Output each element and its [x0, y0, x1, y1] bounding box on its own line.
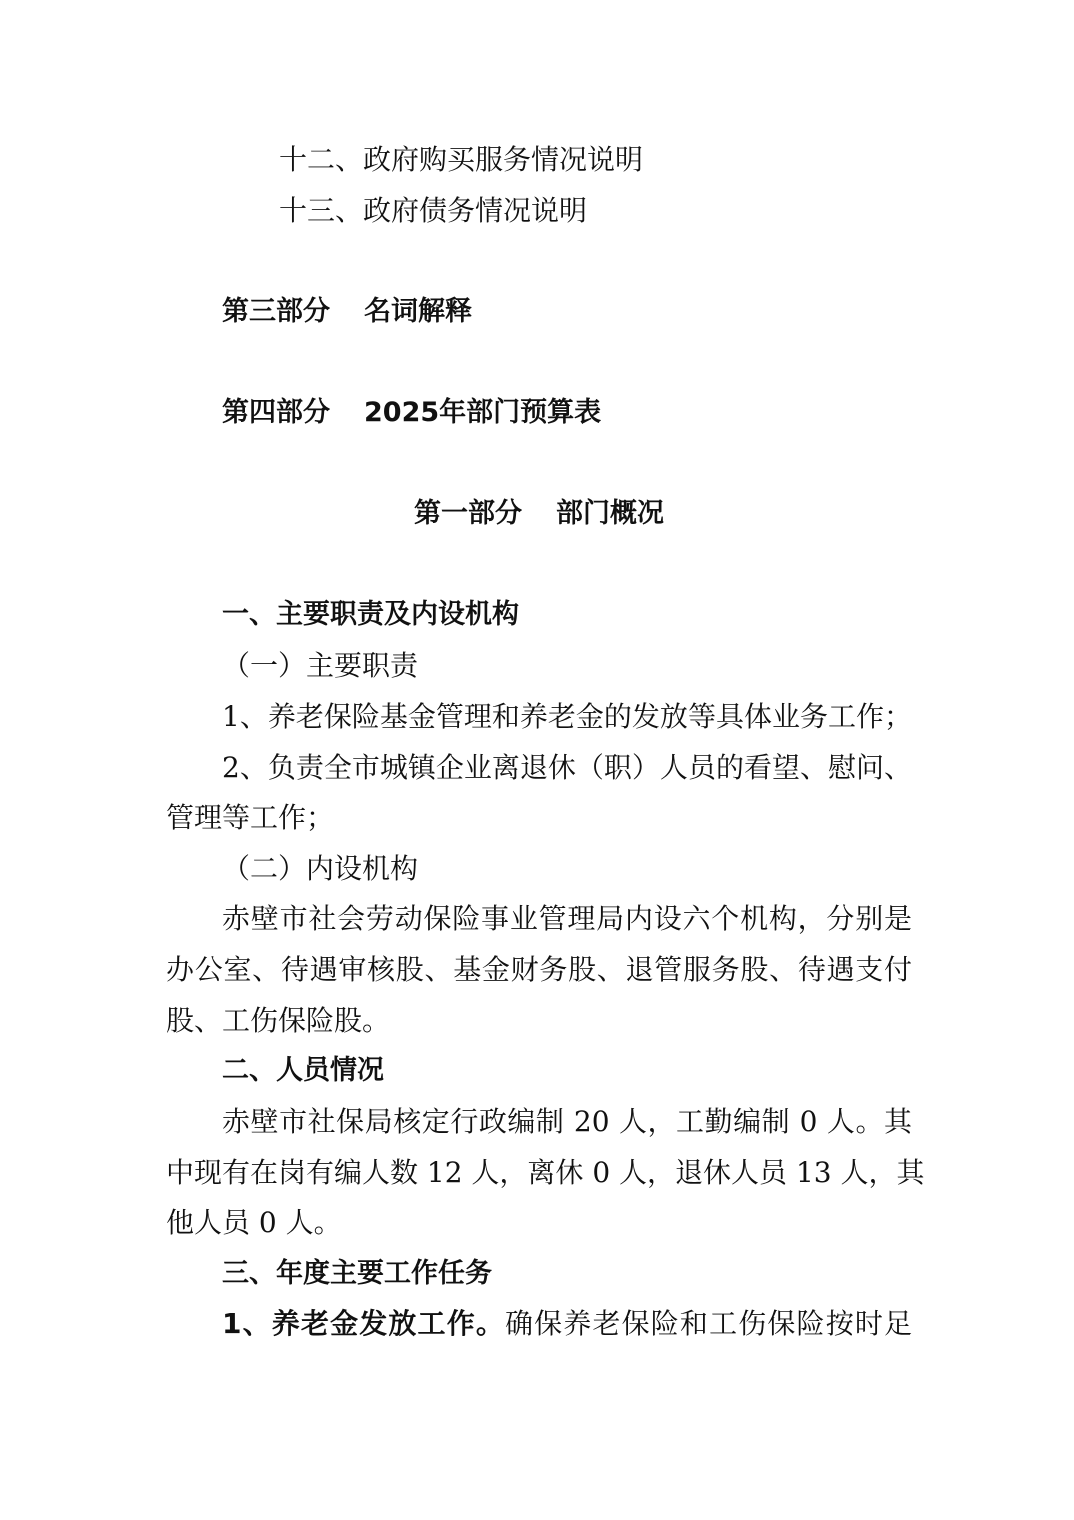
section1-sub1: （一）主要职责 [222, 649, 419, 682]
staff-line1: 赤壁市社保局核定行政编制 20 人，工勤编制 0 人。其 [222, 1105, 912, 1138]
part1-heading [166, 494, 912, 534]
section1-sub2: （二）内设机构 [222, 852, 419, 885]
org-line2: 办公室、待遇审核股、基金财务股、退管服务股、待遇支付 [166, 953, 912, 986]
org-line3: 股、工伤保险股。 [166, 1004, 391, 1037]
part1-title: 部门概况 [556, 498, 664, 529]
toc-part3-title: 名词解释 [364, 296, 472, 327]
toc-part4 [222, 393, 912, 433]
duty-2-line1: 2、负责全市城镇企业离退休（职）人员的看望、慰问、 [222, 751, 912, 784]
section3-heading: 三、年度主要工作任务 [222, 1258, 492, 1289]
part1-label: 第一部分 [414, 498, 522, 529]
org-line1: 赤壁市社会劳动保险事业管理局内设六个机构，分别是 [222, 902, 912, 935]
task-1-title: 1、养老金发放工作。 [222, 1307, 506, 1340]
section2-heading: 二、人员情况 [222, 1055, 384, 1086]
staff-line3: 他人员 0 人。 [166, 1206, 342, 1239]
task-1 [222, 1304, 912, 1344]
toc-part4-label: 第四部分 [222, 397, 330, 428]
toc-item-13: 十三、政府债务情况说明 [279, 194, 588, 227]
section1-heading: 一、主要职责及内设机构 [222, 599, 519, 630]
staff-line2: 中现有在岗有编人数 12 人，离休 0 人，退休人员 13 人，其 [166, 1156, 925, 1189]
task-1-text: 确保养老保险和工伤保险按时足 [505, 1307, 912, 1340]
duty-2-line2: 管理等工作； [166, 801, 335, 834]
toc-part3 [222, 292, 912, 332]
duty-1: 1、养老保险基金管理和养老金的发放等具体业务工作； [222, 700, 912, 733]
toc-part4-title: 2025年部门预算表 [364, 397, 602, 428]
toc-part3-label: 第三部分 [222, 296, 330, 327]
toc-item-12: 十二、政府购买服务情况说明 [279, 143, 644, 176]
